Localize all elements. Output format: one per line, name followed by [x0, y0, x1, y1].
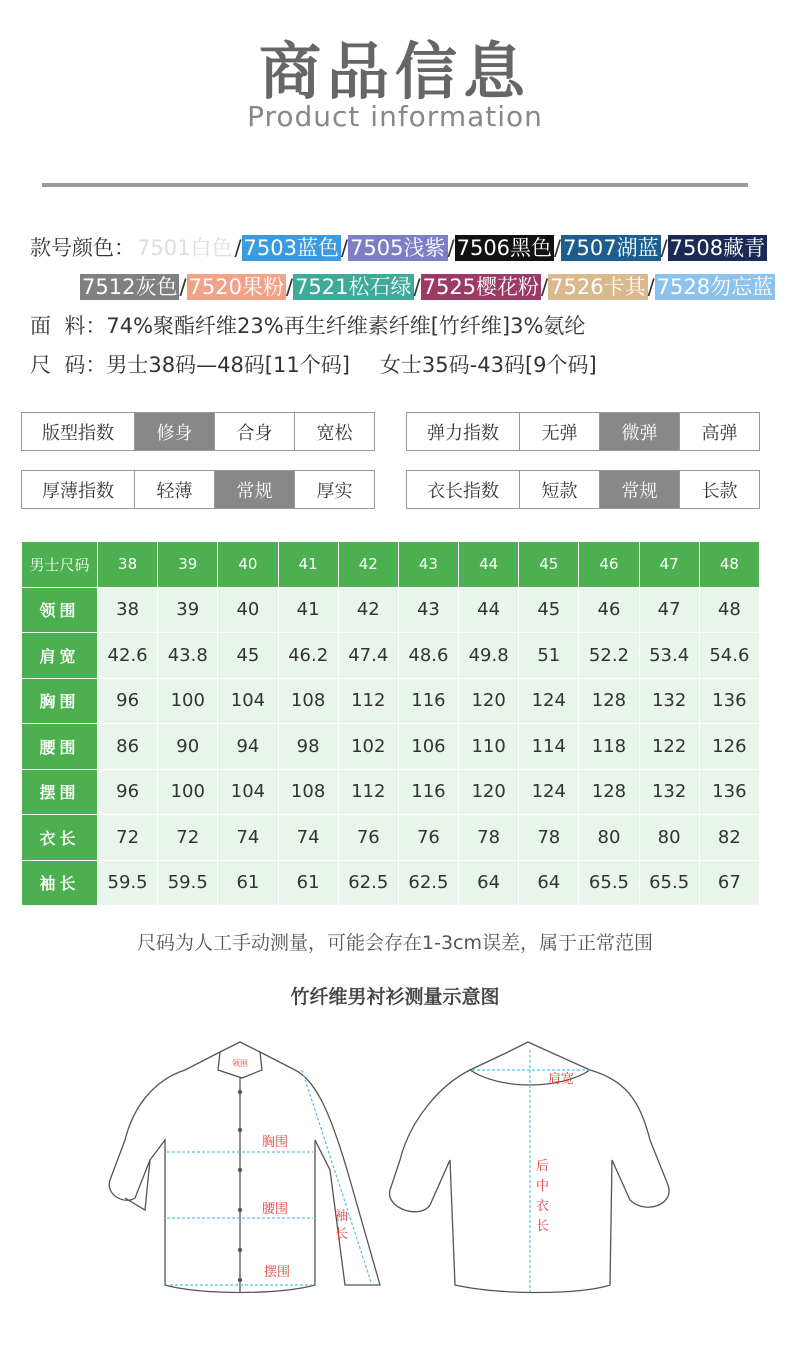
- attr-option: 无弹: [520, 413, 600, 451]
- attr-fit: [21, 412, 375, 451]
- size-value: 64: [459, 860, 519, 906]
- size-value: 128: [579, 769, 639, 815]
- size-corner: 男士尺码: [22, 542, 98, 588]
- color-swatches: [80, 275, 775, 299]
- attr-label: 弹力指数: [407, 413, 520, 451]
- attr-option: 轻薄: [135, 471, 215, 509]
- size-value: 108: [278, 678, 338, 724]
- size-column-header: 45: [519, 542, 579, 588]
- size-value: 45: [218, 633, 278, 679]
- fabric-label: 面 料：: [30, 314, 107, 338]
- attr-thickness: [21, 470, 375, 509]
- size-value: 76: [398, 815, 458, 861]
- colors-row-2: [80, 272, 775, 302]
- size-value: 59.5: [98, 860, 158, 906]
- row-label: 胸围: [22, 678, 98, 724]
- size-value: 100: [158, 769, 218, 815]
- fabric-line: [30, 311, 585, 341]
- size-value: 41: [278, 587, 338, 633]
- size-value: 136: [699, 769, 759, 815]
- size-value: 53.4: [639, 633, 699, 679]
- size-value: 49.8: [459, 633, 519, 679]
- size-column-header: 48: [699, 542, 759, 588]
- size-column-header: 39: [158, 542, 218, 588]
- shirt-diagram: [0, 1030, 790, 1350]
- table-row: [22, 860, 760, 906]
- svg-text:腰围: 腰围: [262, 1202, 289, 1217]
- size-value: 62.5: [338, 860, 398, 906]
- svg-text:袖长: 袖长: [335, 1209, 349, 1242]
- size-value: 86: [98, 724, 158, 770]
- size-value: 96: [98, 678, 158, 724]
- size-value: 46.2: [278, 633, 338, 679]
- color-swatch[interactable]: 7526卡其: [550, 275, 646, 299]
- size-value: 128: [579, 678, 639, 724]
- size-column-header: 41: [278, 542, 338, 588]
- size-column-header: 46: [579, 542, 639, 588]
- size-value: 38: [98, 587, 158, 633]
- color-separator: /: [179, 275, 187, 299]
- size-value: 46: [579, 587, 639, 633]
- attr-label: 厚薄指数: [22, 471, 135, 509]
- table-row: [22, 724, 760, 770]
- size-value: 65.5: [639, 860, 699, 906]
- row-label: 腰围: [22, 724, 98, 770]
- size-value: 43: [398, 587, 458, 633]
- color-swatch[interactable]: 7505浅紫: [350, 236, 446, 260]
- attr-label: 版型指数: [22, 413, 135, 451]
- size-value: 132: [639, 769, 699, 815]
- size-value: 82: [699, 815, 759, 861]
- row-label: 领围: [22, 587, 98, 633]
- size-header-row: [22, 542, 760, 588]
- color-swatch[interactable]: 7503蓝色: [243, 236, 339, 260]
- svg-text:摆围: 摆围: [264, 1265, 291, 1280]
- page-subtitle: Product information: [247, 100, 543, 133]
- size-value: 44: [459, 587, 519, 633]
- measure-note: 尺码为人工手动测量，可能会存在1-3cm误差，属于正常范围: [137, 932, 653, 954]
- color-swatch[interactable]: 7507湖蓝: [563, 236, 659, 260]
- size-value: 90: [158, 724, 218, 770]
- size-value: 110: [459, 724, 519, 770]
- size-value: 62.5: [398, 860, 458, 906]
- size-value: 98: [278, 724, 338, 770]
- size-value: 108: [278, 769, 338, 815]
- attr-option: 长款: [680, 471, 760, 509]
- attr-option: 常规: [215, 471, 295, 509]
- size-value: 120: [459, 769, 519, 815]
- color-swatch[interactable]: 7525樱花粉: [422, 275, 540, 299]
- color-separator: /: [660, 236, 668, 260]
- color-separator: /: [541, 275, 549, 299]
- table-row: [22, 633, 760, 679]
- attr-option: 合身: [215, 413, 295, 451]
- size-value: 116: [398, 678, 458, 724]
- color-swatch[interactable]: 7508藏青: [669, 236, 766, 260]
- size-value: 102: [338, 724, 398, 770]
- size-value: 47.4: [338, 633, 398, 679]
- size-value: 132: [639, 678, 699, 724]
- sizes-men: 男士38码—48码[11个码]: [106, 353, 350, 377]
- back-measure-labels: [536, 1072, 574, 1234]
- color-separator: /: [647, 275, 655, 299]
- size-column-header: 38: [98, 542, 158, 588]
- attr-option: 修身: [135, 413, 215, 451]
- size-value: 47: [639, 587, 699, 633]
- color-separator: /: [285, 275, 294, 299]
- size-value: 136: [699, 678, 759, 724]
- size-value: 54.6: [699, 633, 759, 679]
- table-row: [22, 587, 760, 633]
- size-value: 43.8: [158, 633, 218, 679]
- size-value: 104: [218, 769, 278, 815]
- size-value: 114: [519, 724, 579, 770]
- front-measure-labels: [232, 1058, 348, 1280]
- size-value: 52.2: [579, 633, 639, 679]
- size-value: 45: [519, 587, 579, 633]
- sizes-women: 女士35码-43码[9个码]: [379, 353, 597, 377]
- svg-text:后中衣长: 后中衣长: [536, 1159, 550, 1234]
- table-row: [22, 678, 760, 724]
- size-value: 100: [158, 678, 218, 724]
- color-swatch[interactable]: 7520果粉: [188, 275, 284, 299]
- svg-text:领围: 领围: [232, 1059, 248, 1068]
- size-value: 48.6: [398, 633, 458, 679]
- sizes-line: [30, 350, 597, 380]
- size-column-header: 47: [639, 542, 699, 588]
- sizes-label: 尺 码：: [30, 353, 107, 377]
- row-label: 袖长: [22, 860, 98, 906]
- size-value: 112: [338, 678, 398, 724]
- size-value: 65.5: [579, 860, 639, 906]
- size-value: 116: [398, 769, 458, 815]
- size-value: 78: [459, 815, 519, 861]
- front-shirt-outline: [109, 1042, 380, 1293]
- divider: [42, 183, 748, 187]
- size-value: 80: [639, 815, 699, 861]
- back-shirt-outline: [390, 1042, 670, 1293]
- size-value: 96: [98, 769, 158, 815]
- color-swatch[interactable]: 7528勿忘蓝: [656, 275, 774, 299]
- size-value: 72: [158, 815, 218, 861]
- size-value: 42: [338, 587, 398, 633]
- size-table: [21, 541, 760, 906]
- color-swatch[interactable]: 7512灰色: [82, 275, 178, 299]
- fabric-value: 74%聚酯纤维23%再生纤维素纤维[竹纤维]3%氨纶: [106, 314, 586, 338]
- size-value: 61: [218, 860, 278, 906]
- size-value: 74: [218, 815, 278, 861]
- size-value: 94: [218, 724, 278, 770]
- color-separator: /: [413, 275, 421, 299]
- size-value: 42.6: [98, 633, 158, 679]
- attr-stretch: [406, 412, 760, 451]
- size-column-header: 43: [398, 542, 458, 588]
- color-swatches: [135, 236, 767, 260]
- size-column-header: 42: [338, 542, 398, 588]
- size-value: 67: [699, 860, 759, 906]
- color-separator: /: [234, 236, 242, 260]
- size-value: 59.5: [158, 860, 218, 906]
- row-label: 肩宽: [22, 633, 98, 679]
- table-row: [22, 815, 760, 861]
- color-separator: /: [447, 236, 455, 260]
- colors-row-1: [30, 233, 767, 263]
- attr-option: 短款: [520, 471, 600, 509]
- attr-length: [406, 470, 760, 509]
- attr-option: 宽松: [295, 413, 375, 451]
- table-row: [22, 769, 760, 815]
- row-label: 衣长: [22, 815, 98, 861]
- attr-option: 微弹: [600, 413, 680, 451]
- color-separator: /: [340, 236, 349, 260]
- size-column-header: 40: [218, 542, 278, 588]
- size-value: 104: [218, 678, 278, 724]
- size-value: 51: [519, 633, 579, 679]
- size-value: 64: [519, 860, 579, 906]
- row-label: 摆围: [22, 769, 98, 815]
- svg-text:肩宽: 肩宽: [548, 1072, 575, 1087]
- colors-label: 款号颜色：: [30, 236, 135, 260]
- svg-text:胸围: 胸围: [262, 1135, 289, 1150]
- size-value: 124: [519, 769, 579, 815]
- size-value: 120: [459, 678, 519, 724]
- size-value: 80: [579, 815, 639, 861]
- size-value: 72: [98, 815, 158, 861]
- size-value: 124: [519, 678, 579, 724]
- size-value: 112: [338, 769, 398, 815]
- diagram-title: 竹纤维男衬衫测量示意图: [290, 986, 500, 1008]
- size-value: 76: [338, 815, 398, 861]
- color-swatch[interactable]: 7521松石绿: [295, 275, 412, 299]
- size-value: 118: [579, 724, 639, 770]
- size-value: 106: [398, 724, 458, 770]
- size-value: 39: [158, 587, 218, 633]
- size-value: 48: [699, 587, 759, 633]
- color-swatch[interactable]: 7506黑色: [456, 236, 553, 260]
- size-value: 126: [699, 724, 759, 770]
- size-column-header: 44: [459, 542, 519, 588]
- attr-label: 衣长指数: [407, 471, 520, 509]
- size-value: 78: [519, 815, 579, 861]
- color-separator: /: [554, 236, 562, 260]
- color-swatch[interactable]: 7501白色: [137, 236, 233, 260]
- size-value: 122: [639, 724, 699, 770]
- attr-option: 厚实: [295, 471, 375, 509]
- page-title: 商品信息: [258, 35, 531, 108]
- size-value: 40: [218, 587, 278, 633]
- size-value: 61: [278, 860, 338, 906]
- attr-option: 高弹: [680, 413, 760, 451]
- attr-option: 常规: [600, 471, 680, 509]
- size-value: 74: [278, 815, 338, 861]
